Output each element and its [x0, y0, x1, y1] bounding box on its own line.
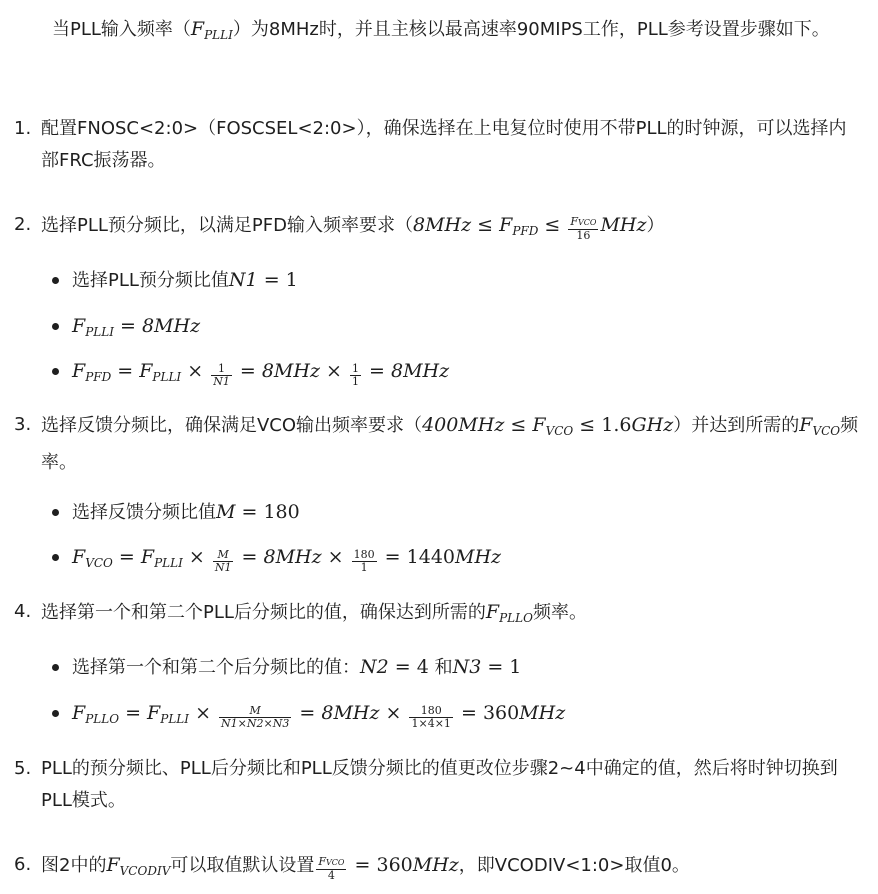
formula-fpfd: $F_{PFD} = F_{PLLI}$ × $\frac{1}{N1}$ = 8MHz × $\frac{1}{1}$ = 8MHz [72, 360, 450, 388]
step-1 [14, 113, 864, 177]
bullet-dot [52, 664, 59, 671]
formula-n1: N1 = 1 [228, 269, 298, 291]
intro-paragraph [0, 13, 870, 51]
step-5 [14, 753, 864, 817]
step-2 [14, 209, 864, 247]
pfd-range-formula: $8MHz \le F_{PFD}$ ≤ $\frac{\text{FVCO}}{16}$ MHz [412, 214, 647, 242]
step-number: 3. [14, 414, 32, 435]
bullet-dot [52, 554, 59, 561]
formula-fvco: $F_{VCO} = F_{PLLI}$ × $\frac{M}{N1}$ = 8MHz × $\frac{180}{1}$ = 1440MHz [72, 546, 502, 574]
bullet-feedback-value: 选择反馈分频比值M = 180 [52, 496, 852, 528]
step-text: 选择第一个和第二个PLL后分频比的值，确保达到所需的$F_{PLLO}$频率。 [41, 601, 587, 625]
step-number: 6. [14, 854, 32, 875]
step-text: PLL的预分频比、PLL后分频比和PLL反馈分频比的值更改位步骤2~4中确定的值，然后将时钟切换到PLL模式。 [41, 758, 838, 811]
step-4 [14, 596, 864, 634]
step-3 [14, 409, 864, 479]
step-text: 图2中的$F_{VCODIV}$可以取值默认设置 $\frac{\text{FVCO}}{4}$ = 360MHz，即VCODIV<1:0>取值0。 [41, 854, 690, 882]
step-number: 2. [14, 214, 32, 235]
step-text: 选择PLL预分频比，以满足PFD输入频率要求（$8MHz \le F_{PFD}$ ≤ $\frac{\text{FVCO}}{16}$ MHz） [41, 214, 665, 242]
step-6 [14, 849, 864, 887]
formula-fpllo: $F_{PLLO} = F_{PLLI}$ × $\frac{M}{N1\times N2\times N3}$ = 8MHz × $\frac{180}{1\times 4\times 1}$ = 360MHz [72, 702, 566, 730]
bullet-dot [52, 368, 59, 375]
bullet-postscaler-values: 选择第一个和第二个后分频比的值：N2 = 4 和N3 = 1 [52, 651, 852, 683]
formula-m: M = 180 [216, 501, 300, 523]
step-number: 1. [14, 118, 32, 139]
step-number: 5. [14, 758, 32, 779]
bullet-dot [52, 509, 59, 516]
formula-n2: N2 = 4 [360, 656, 429, 678]
intro-text-b: ）为8MHz时，并且主核以最高速率90MIPS工作，PLL参考设置步骤如下。 [232, 19, 830, 40]
bullet-fpfd [52, 355, 852, 387]
formula-fplli: $F_{PLLI} = 8MHz$ [72, 315, 201, 339]
formula-vcodiv: $\frac{\text{FVCO}}{4}$ = 360MHz [318, 854, 459, 882]
bullet-fvco [52, 541, 852, 573]
vco-range-formula: $400MHz \le F_{VCO} \le 1.6GHz$ [422, 414, 674, 438]
step-number: 4. [14, 601, 32, 622]
bullet-prescaler-value: 选择PLL预分频比值N1 = 1 [52, 264, 852, 296]
bullet-dot [52, 710, 59, 717]
intro-f-pll-symbol: $F_{PLLI}$ [190, 18, 233, 42]
formula-n3: N3 = 1 [452, 656, 522, 678]
bullet-dot [52, 323, 59, 330]
bullet-dot [52, 277, 59, 284]
step-text: 配置FNOSC<2:0>（FOSCSEL<2:0>），确保选择在上电复位时使用不带PLL的时钟源，可以选择内部FRC振荡器。 [41, 118, 847, 171]
bullet-fplli [52, 310, 852, 342]
intro-text-a: 当PLL输入频率（ [52, 19, 191, 40]
bullet-fpllo [52, 697, 852, 729]
step-text: 选择反馈分频比，确保满足VCO输出频率要求$(400MHz \le F_{VCO} \le 1.6GHz)$并达到所需的$F_{VCO}$频率。 [41, 414, 859, 473]
